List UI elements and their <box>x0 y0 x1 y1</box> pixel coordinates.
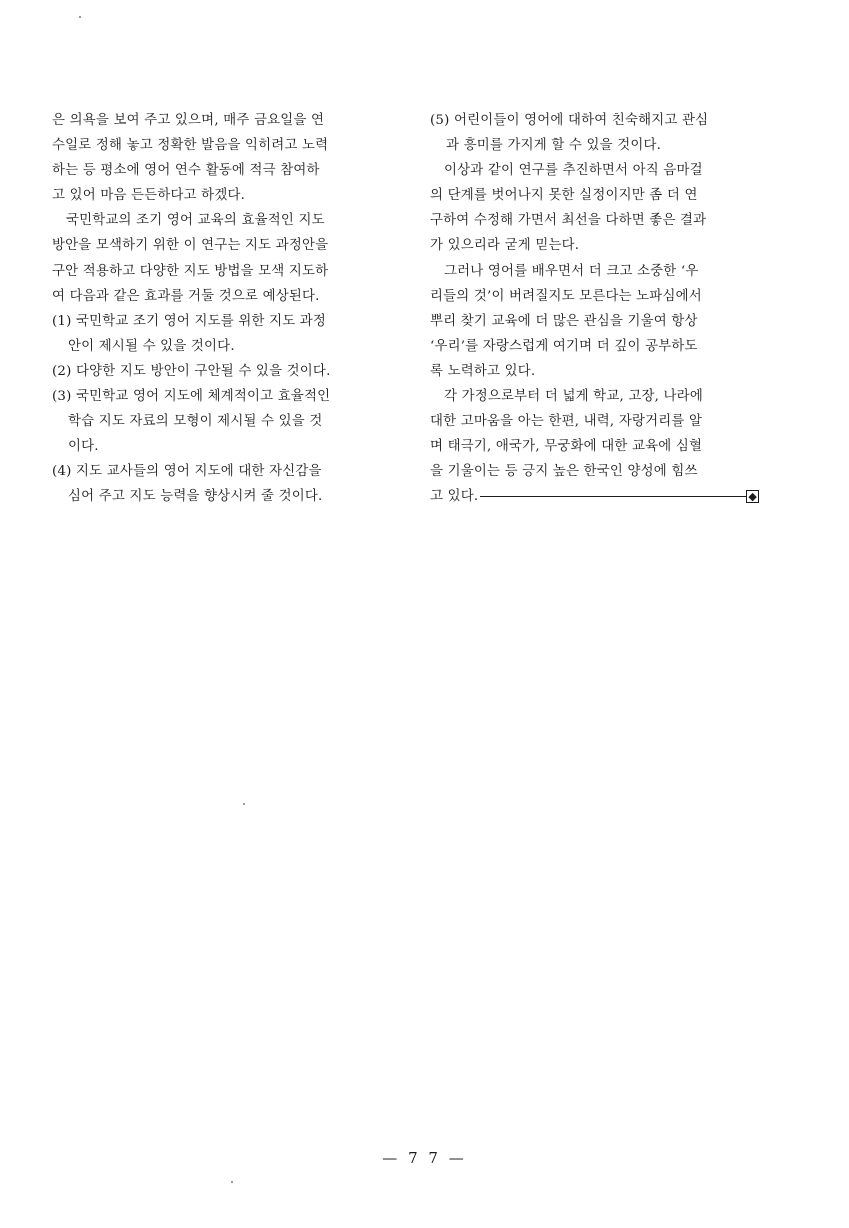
text-line: 국민학교의 조기 영어 교육의 효율적인 지도 <box>66 213 325 229</box>
page-number: — 7 7 — <box>382 1149 467 1167</box>
text-line: 의 단계를 벗어나지 못한 실정이지만 좀 더 연 <box>430 188 698 204</box>
text-line: 대한 고마움을 아는 한편, 내력, 자랑거리를 알 <box>430 414 703 430</box>
text-line: 이다. <box>68 439 99 455</box>
text-line: 이상과 같이 연구를 추진하면서 아직 음마걸 <box>444 163 703 179</box>
text-line: 각 가정으로부터 더 넓게 학교, 고장, 나라에 <box>444 389 703 405</box>
text-line: 학습 지도 자료의 모형이 제시될 수 있을 것 <box>68 414 323 430</box>
scan-speck <box>79 16 81 18</box>
text-line: 여 다음과 같은 효과를 거둘 것으로 예상된다. <box>52 288 320 304</box>
left-column <box>52 108 398 510</box>
text-line: 을 기울이는 등 긍지 높은 한국인 양성에 힘쓰 <box>430 464 698 480</box>
text-line: 구하여 수정해 가면서 최선을 다하면 좋은 결과 <box>430 213 707 229</box>
list-item-1: (1) 국민학교 조기 영어 지도를 위한 지도 과정 <box>52 313 327 329</box>
text-line: 며 태극기, 애국가, 무궁화에 대한 교육에 심혈 <box>430 439 703 455</box>
text-line: ‘우리’를 자랑스럽게 여기며 더 깊이 공부하도 <box>430 338 698 354</box>
text-line: 그러나 영어를 배우면서 더 크고 소중한 ‘우 <box>444 263 699 279</box>
text-line: 수일로 정해 놓고 정확한 발음을 익히려고 노력 <box>52 138 329 154</box>
list-item-3: (3) 국민학교 영어 지도에 체계적이고 효율적인 <box>52 389 331 405</box>
text-line: 리들의 것’이 버려질지도 모른다는 노파심에서 <box>430 288 702 304</box>
text-line: 하는 등 평소에 영어 연수 활동에 적극 참여하 <box>52 163 320 179</box>
list-item-5: (5) 어린이들이 영어에 대하여 친숙해지고 관심 <box>430 113 709 128</box>
text-line: 뿌리 찾기 교육에 더 많은 관심을 기울여 항상 <box>430 313 698 329</box>
scan-speck <box>243 803 245 805</box>
list-item-2: (2) 다양한 지도 방안이 구안될 수 있을 것이다. <box>52 363 331 379</box>
text-line: 안이 제시될 수 있을 것이다. <box>68 338 235 354</box>
end-diamond-icon: ◆ <box>748 490 757 504</box>
text-line: 은 의욕을 보여 주고 있으며, 매주 금요일을 연 <box>52 113 325 128</box>
text-line: 록 노력하고 있다. <box>430 363 536 379</box>
text-line: 과 흥미를 가지게 할 수 있을 것이다. <box>446 138 662 154</box>
scan-speck <box>231 1181 233 1183</box>
closing-line <box>430 484 776 509</box>
text-line: 심어 주고 지도 능력을 향상시켜 줄 것이다. <box>68 489 323 505</box>
closing-text: 고 있다. <box>430 489 479 505</box>
text-line: 고 있어 마음 든든하다고 하겠다. <box>52 188 246 204</box>
right-column <box>430 108 776 510</box>
text-line: 구안 적용하고 다양한 지도 방법을 모색 지도하 <box>52 263 329 279</box>
text-line: 가 있으리라 굳게 믿는다. <box>430 238 580 254</box>
end-rule <box>480 496 746 497</box>
text-line: 방안을 모색하기 위한 이 연구는 지도 과정안을 <box>52 238 329 254</box>
list-item-4: (4) 지도 교사들의 영어 지도에 대한 자신감을 <box>52 464 322 480</box>
